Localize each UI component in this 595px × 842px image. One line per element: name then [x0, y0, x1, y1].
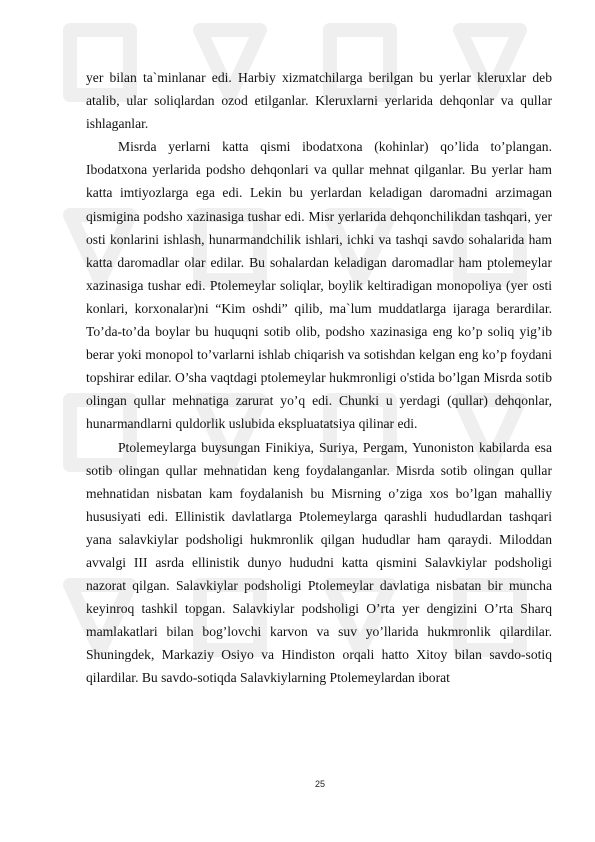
paragraph-1: yer bilan ta`minlanar edi. Harbiy xizmatchilarga berilgan bu yerlar kleruxlar deb atalib, ular soliqlardan ozod etilganlar. Kleruxlarni yerlarida dehqonlar va qullar ishlaganlar.: [86, 70, 552, 132]
document-body: [86, 66, 552, 690]
paragraph-3: Ptolemeylarga buysungan Finikiya, Suriya, Pergam, Yunoniston kabilarda esa sotib olingan qullar mehnatidan keng foydalanganlar. Misrda sotib olingan qullar mehnatidan nisbatan kam foydalanish bu Misrning o’ziga xos bo’lgan mahalliy hususiyati edi. Ellinistik davlatlarga Ptolemeylarga qarashli hududlardan tashqari yana salavkiylar podsholigi hukmronlik qilgan hududlar ham qaraydi. Miloddan avvalgi III asrda ellinistik dunyo hududni katta qismini Salavkiylar podsholigi nazorat qilgan. Salavkiylar podsholigi Ptolemeylar davlatiga nisbatan bir muncha keyinroq tashkil topgan. Salavkiylar podsholigi O’rta yer dengizini O’rta Sharq mamlakatlari bilan bog’lovchi karvon va suv yo’llarida hukmronlik qilardilar. Shuningdek, Markaziy Osiyo va Hindiston orqali hatto Xitoy bilan savdo-sotiq qilardilar. Bu savdo-sotiqda Salavkiylarning Ptolemeylardan iborat: [86, 439, 552, 686]
paragraph-2: Misrda yerlarni katta qismi ibodatxona (kohinlar) qo’lida to’plangan. Ibodatxona yerlarida podsho dehqonlari va qullar mehnat qilganlar. Bu yerlar ham katta imtiyozlarga ega edi. Lekin bu yerlardan keladigan daromadni arzimagan qismigina podsho xazinasiga tushar edi. Misr yerlarida dehqonchilikdan tashqari, yer osti konlarini ishlash, hunarmandchilik ishlari, ichki va tashqi savdo sohalarida ham katta daromadlar olar edilar. Bu sohalardan keladigan daromadlar ham ptolemeylar xazinasiga tushar edi. Ptolemeylar soliqlar, boylik keltiradigan monopoliya (yer osti konlari, korxonalar)ni “Kim oshdi” qilib, ma`lum muddatlarga ijaraga berardilar. To’da-to’da boylar bu huquqni sotib olib, podsho xazinasiga eng ko’p soliq yig’ib berar yoki monopol to’varlarni ishlab chiqarish va sotishdan kelgan eng ko’p foydani topshirar edilar. O’sha vaqtdagi ptolemeylar hukmronligi o'stida bo’lgan Misrda sotib olingan qullar mehnatiga zarurat yo’q edi. Chunki u yerdagi (qullar) dehqonlar, hunarmandlarni quldorlik uslubida ekspluatatsiya qilinar edi.: [86, 139, 552, 432]
page-number: 25: [314, 779, 325, 789]
